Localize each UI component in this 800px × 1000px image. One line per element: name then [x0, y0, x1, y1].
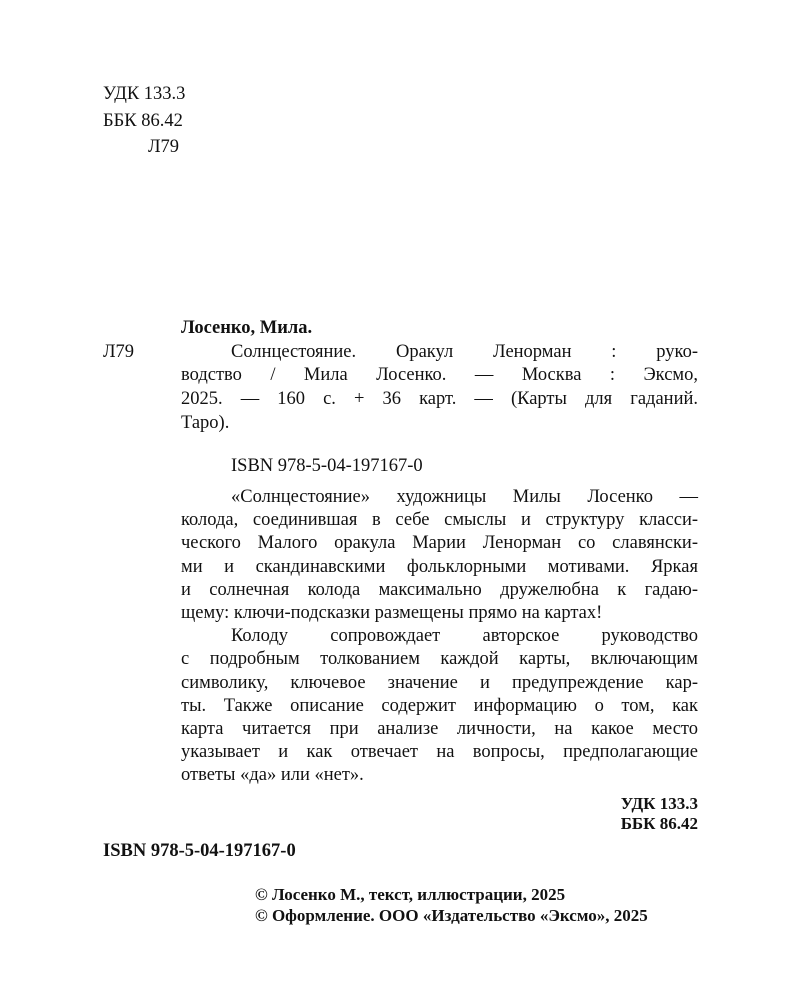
author-heading: Лосенко, Мила. — [181, 318, 313, 338]
annotation-line: указывает и как отвечает на вопросы, предполагающие — [181, 742, 698, 762]
description-line: Таро). — [181, 413, 230, 433]
isbn-entry: ISBN 978-5-04-197167-0 — [231, 456, 423, 476]
annotation-line: с подробным толкованием каждой карты, включающим — [181, 649, 698, 669]
description-line: 2025. — 160 с. + 36 карт. — (Карты для гаданий. — [181, 389, 698, 409]
bbk-code-bottom: ББК 86.42 — [620, 814, 698, 833]
copyright-text: © Лосенко М., текст, иллюстрации, 2025 — [255, 885, 566, 904]
annotation-line: символику, ключевое значение и предупреждение кар- — [181, 673, 698, 693]
description-line: водство / Мила Лосенко. — Москва : Эксмо, — [181, 365, 698, 385]
annotation-line: ответы «да» или «нет». — [181, 765, 364, 785]
description-line: Солнцестояние. Оракул Ленорман : руко- — [231, 342, 698, 362]
annotation-line: «Солнцестояние» художницы Милы Лосенко — — [231, 487, 698, 507]
annotation-line: ты. Также описание содержит информацию о том, как — [181, 696, 698, 716]
annotation-line: ческого Малого оракула Марии Ленорман со славянски- — [181, 533, 698, 553]
annotation-line: и солнечная колода максимально дружелюбна к гадаю- — [181, 580, 698, 600]
annotation-line: колода, соединившая в себе смыслы и структуру класси- — [181, 510, 698, 530]
isbn-bottom: ISBN 978-5-04-197167-0 — [103, 841, 296, 861]
bbk-code-top: ББК 86.42 — [103, 111, 183, 131]
annotation-line: Колоду сопровождает авторское руководство — [231, 626, 698, 646]
annotation-line: ми и скандинавскими фольклорными мотивами. Яркая — [181, 557, 698, 577]
author-sign-entry: Л79 — [103, 342, 135, 362]
author-sign-top: Л79 — [148, 137, 180, 157]
copyright-design: © Оформление. ООО «Издательство «Эксмо», 2025 — [255, 906, 648, 925]
annotation-line: щему: ключи-подсказки размещены прямо на картах! — [181, 603, 603, 623]
annotation-line: карта читается при анализе личности, на какое место — [181, 719, 698, 739]
udk-code-bottom: УДК 133.3 — [620, 794, 698, 813]
udk-code-top: УДК 133.3 — [103, 84, 186, 104]
